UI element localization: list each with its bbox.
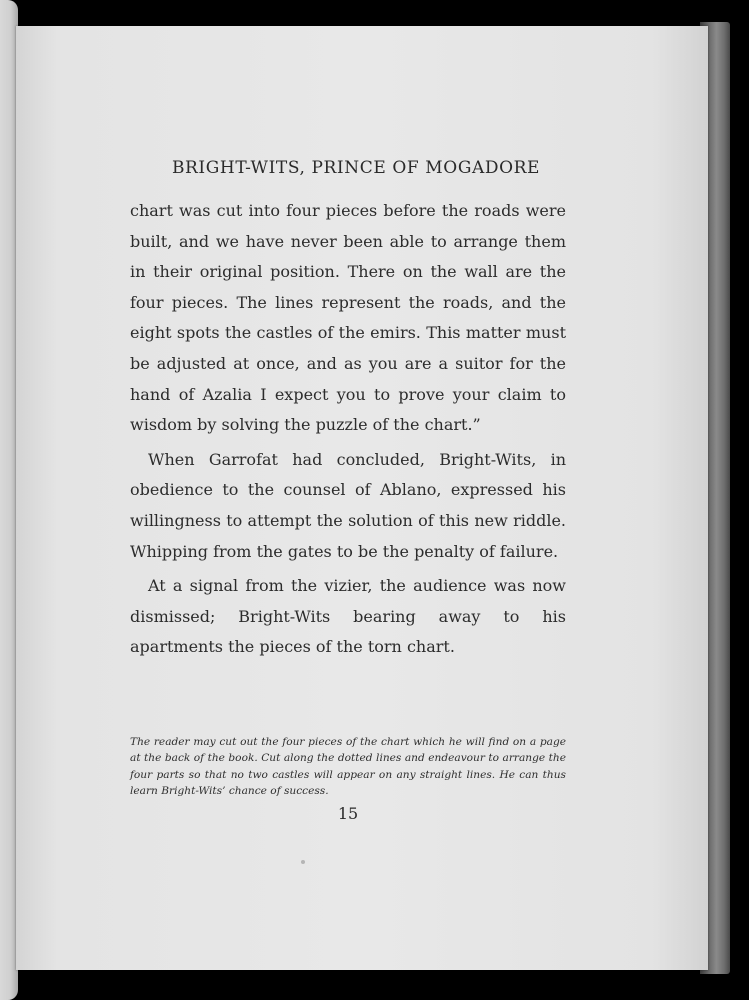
paragraph-dismissal: At a signal from the vizier, the audience was now dismissed; Bright-Wits bearing away to his apartments the pieces of the torn chart. [130, 576, 566, 657]
body-text [130, 196, 566, 663]
book-page [16, 26, 708, 970]
paragraph-garrofat: When Garrofat had concluded, Bright-Wits, in obedience to the counsel of Ablano, expressed his willingness to attempt the solution of this new riddle. Whipping from the gates to be the penalty of failure. [130, 449, 566, 561]
footnote: The reader may cut out the four pieces of the chart which he will find on a page at the back of the book. Cut along the dotted lines and endeavour to arrange the four parts so that no two castles will appear on any straight lines. He can thus learn Bright-Wits’ chance of success. [130, 736, 566, 798]
page-number: 15 [337, 804, 359, 823]
paper-speck [301, 860, 305, 864]
running-head: BRIGHT-WITS, PRINCE OF MOGADORE [171, 158, 541, 178]
paragraph-continued: chart was cut into four pieces before the roads were built, and we have never been able to arrange them in their original position. There on the wall are the four pieces. The lines represent the roads, and the eight spots the castles of the emirs. This matter must be adjusted at once, and as you are a suitor for the hand of Azalia I expect you to prove your claim to wisdom by solving the puzzle of the chart.” [130, 201, 566, 435]
